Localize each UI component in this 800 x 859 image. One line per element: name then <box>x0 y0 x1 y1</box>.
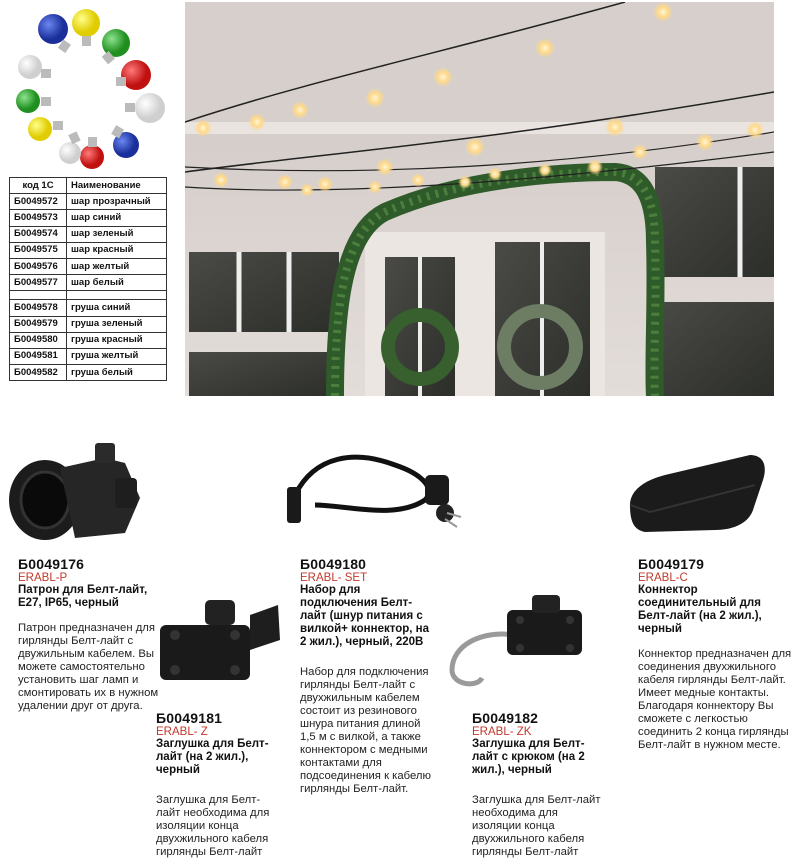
end-cap-product-image <box>150 595 285 690</box>
product-title: Набор для подключения Белт-лайт (шнур питания с вилкой+ коннектор, на 2 жил.), черный, 220В <box>300 584 429 648</box>
product-title: Коннектор соединительный для Белт-лайт (на 2 жил.), черный <box>638 584 762 635</box>
column-header-name: Наименование <box>67 178 167 194</box>
product-model: ERABL- SET <box>300 572 368 584</box>
table-row: Б0049582 груша белый <box>10 365 167 381</box>
interior-garland-photo <box>185 2 774 396</box>
product-description: Заглушка для Белт-лайт необходима для изоляции конца двухжильного кабеля гирлянды Белт-лайт <box>156 794 270 858</box>
table-row: Б0049580 груша красный <box>10 332 167 348</box>
product-code-table <box>9 177 167 381</box>
colored-bulbs-image <box>8 5 168 170</box>
table-row: Б0049581 груша желтый <box>10 348 167 364</box>
product-description: Патрон предназначен для гирлянды Белт-лайт с двужильным кабелем. Вы можете самостоятельно установить шаг ламп и смонтировать их в нужном удалении друг от друга. <box>18 622 159 712</box>
product-block-end-cap <box>156 710 276 859</box>
product-description: Коннектор предназначен для соединения двухжильного кабеля гирлянды Белт-лайт. Имеет медные контакты. Благодаря коннектору Вы сможете с легкостью соединить 2 конца гирлянды Белт-лайт в нужном месте. <box>638 648 792 751</box>
product-sku: Б0049179 <box>638 556 705 572</box>
product-block-power-set <box>300 556 435 796</box>
table-row: Б0049575 шар красный <box>10 242 167 258</box>
product-sku: Б0049176 <box>18 556 85 572</box>
product-block-socket <box>18 556 166 713</box>
product-title: Патрон для Белт-лайт, Е27, IP65, черный <box>18 584 148 609</box>
product-title: Заглушка для Белт-лайт с крюком (на 2 жил.), черный <box>472 738 585 776</box>
product-block-connector <box>638 556 793 752</box>
product-sku: Б0049180 <box>300 556 367 572</box>
column-header-code: код 1С <box>10 178 67 194</box>
table-row: Б0049577 шар белый <box>10 275 167 291</box>
product-model: ERABL-C <box>638 572 688 584</box>
product-sku: Б0049181 <box>156 710 223 726</box>
table-row: Б0049573 шар синий <box>10 210 167 226</box>
product-model: ERABL-P <box>18 572 68 584</box>
power-cord-product-image <box>285 445 465 535</box>
table-spacer-row <box>10 291 167 300</box>
product-description: Набор для подключения гирлянды Белт-лайт с двухжильным кабелем состоит из резинового шнура питания длиной 1,5 м с вилкой, а также коннектором с медными контактами для подсоединения к кабелю гирлянды Белт-лайт. <box>300 666 431 795</box>
table-row: Б0049574 шар зеленый <box>10 226 167 242</box>
product-sku: Б0049182 <box>472 710 539 726</box>
end-cap-hook-product-image <box>442 590 592 690</box>
product-model: ERABL- Z <box>156 726 208 738</box>
socket-product-image <box>5 438 145 548</box>
product-block-end-cap-hook <box>472 710 602 859</box>
table-row: Б0049578 груша синий <box>10 300 167 316</box>
product-description: Заглушка для Белт-лайт необходима для изоляции конца двухжильного кабеля гирлянды Белт-лайт <box>472 794 601 858</box>
table-row: Б0049579 груша зеленый <box>10 316 167 332</box>
connector-product-image <box>625 450 770 540</box>
product-title: Заглушка для Белт-лайт (на 2 жил.), черный <box>156 738 269 776</box>
product-model: ERABL- ZK <box>472 726 532 738</box>
table-row: Б0049572 шар прозрачный <box>10 194 167 210</box>
table-row: Б0049576 шар желтый <box>10 258 167 274</box>
